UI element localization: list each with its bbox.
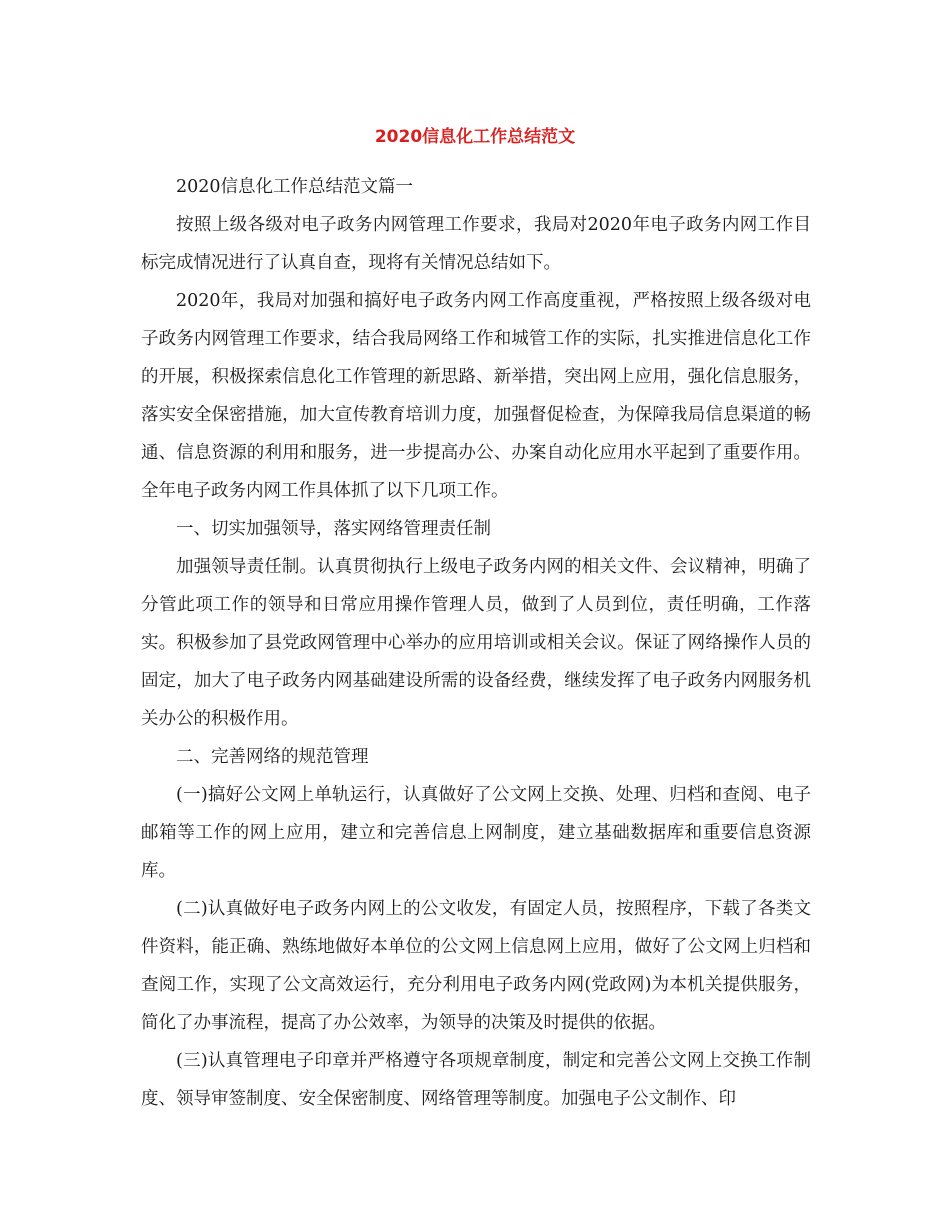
document-title: 2020信息化工作总结范文 (374, 127, 576, 147)
paragraph-leadership: 加强领导责任制。认真贯彻执行上级电子政务内网的相关文件、会议精神，明确了分管此项工作的领导和日常应用操作管理人员，做到了人员到位，责任明确，工作落实。积极参加了县党政网管理中心举办的应用培训或相关会议。保证了网络操作人员的固定，加大了电子政务内网基础建设所需的设备经费，继续发挥了电子政务内网服务机关办公的积极作用。 (141, 557, 811, 729)
paragraph-item-1: (一)搞好公文网上单轨运行，认真做好了公文网上交换、处理、归档和查阅、电子邮箱等工作的网上应用，建立和完善信息上网制度，建立基础数据库和重要信息资源库。 (141, 785, 811, 881)
document-body (141, 168, 811, 1118)
paragraph-heading-part-one: 2020信息化工作总结范文篇一 (176, 177, 414, 197)
section-heading-network-management: 二、完善网络的规范管理 (176, 747, 369, 767)
paragraph-item-3: (三)认真管理电子印章并严格遵守各项规章制度，制定和完善公文网上交换工作制度、领导审签制度、安全保密制度、网络管理等制度。加强电子公文制作、印 (141, 1051, 811, 1109)
paragraph-intro: 按照上级各级对电子政务内网管理工作要求，我局对2020年电子政务内网工作目标完成情况进行了认真自查，现将有关情况总结如下。 (141, 215, 811, 273)
paragraph-overview: 2020年，我局对加强和搞好电子政务内网工作高度重视，严格按照上级各级对电子政务内网管理工作要求，结合我局网络工作和城管工作的实际，扎实推进信息化工作的开展，积极探索信息化工作管理的新思路、新举措，突出网上应用，强化信息服务，落实安全保密措施，加大宣传教育培训力度，加强督促检查，为保障我局信息渠道的畅通、信息资源的利用和服务，进一步提高办公、办案自动化应用水平起到了重要作用。全年电子政务内网工作具体抓了以下几项工作。 (141, 291, 811, 501)
paragraph-item-2: (二)认真做好电子政务内网上的公文收发，有固定人员，按照程序，下载了各类文件资料，能正确、熟练地做好本单位的公文网上信息网上应用，做好了公文网上归档和查阅工作，实现了公文高效运行，充分利用电子政务内网(党政网)为本机关提供服务，简化了办事流程，提高了办公效率，为领导的决策及时提供的依据。 (141, 899, 811, 1033)
section-heading-leadership: 一、切实加强领导，落实网络管理责任制 (176, 519, 491, 539)
